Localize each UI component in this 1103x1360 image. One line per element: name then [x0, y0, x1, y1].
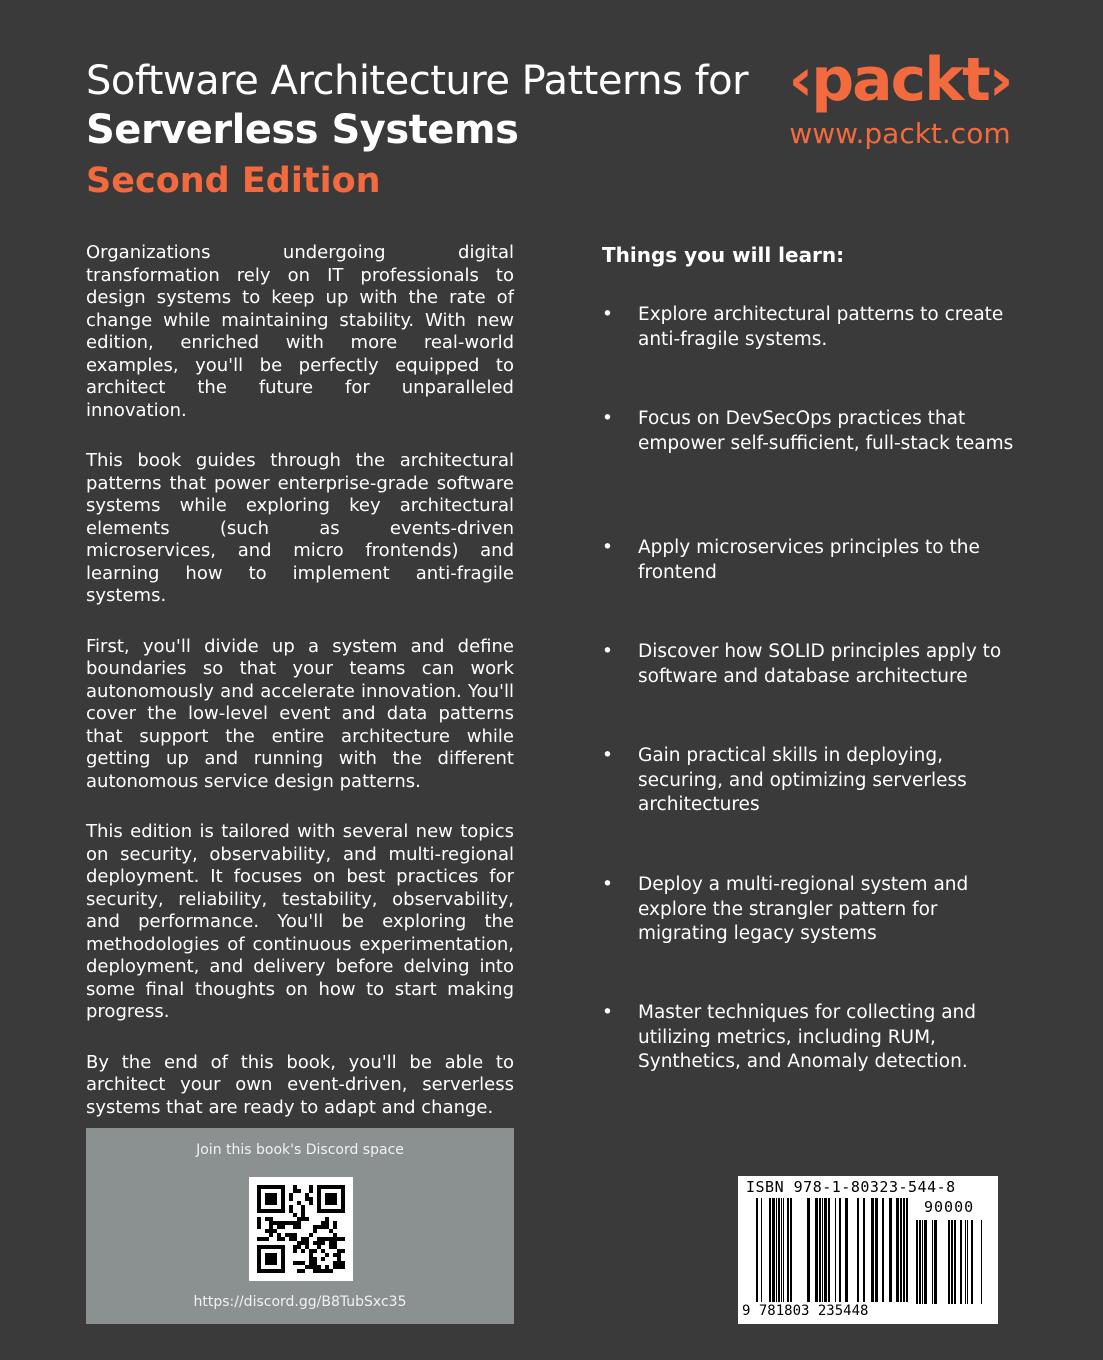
discord-panel: [86, 1128, 514, 1324]
barcode-addon-bars: [916, 1220, 988, 1304]
bullet-icon: •: [602, 304, 613, 325]
book-title-line1: Software Architecture Patterns for: [86, 58, 749, 104]
isbn-barcode: [738, 1176, 998, 1324]
qr-code-icon[interactable]: [249, 1177, 353, 1281]
book-description: [86, 242, 514, 1147]
publisher-website: www.packt.com: [789, 117, 1011, 150]
description-paragraph-2: This book guides through the architectural patterns that power enterprise-grade software systems while exploring key architectural elements (such as events-driven microservices, and micro frontends) and learning how to implement anti-fragile systems.: [86, 450, 514, 606]
qr-code-graphic: [257, 1185, 345, 1273]
packt-logo: ‹packt›: [788, 45, 1012, 115]
isbn-text: ISBN 978-1-80323-544-8: [746, 1178, 956, 1196]
learning-item-text: Focus on DevSecOps practices that empower self-sufficient, full-stack teams: [638, 408, 1014, 454]
description-paragraph-5: By the end of this book, you'll be able to architect your own event-driven, serverless systems that are ready to adapt and change.: [86, 1051, 514, 1118]
discord-link[interactable]: https://discord.gg/B8TubSxc35: [193, 1294, 407, 1310]
discord-label: Join this book's Discord space: [196, 1142, 404, 1158]
ean-digits: 9 781803 235448: [742, 1303, 869, 1319]
learning-item-text: Explore architectural patterns to create anti-fragile systems.: [638, 304, 1004, 350]
price-code: 90000: [924, 1198, 975, 1216]
description-paragraph-1: Organizations undergoing digital transformation rely on IT professionals to design systems to keep up with the rate of change while maintaining stability. With new edition, enriched with more real-world examples, you'll be perfectly equipped to architect the future for unparalleled innovation.: [86, 242, 514, 421]
bullet-icon: •: [602, 408, 613, 429]
barcode-bars: [756, 1198, 914, 1304]
publisher-brand: [780, 44, 1020, 152]
learning-item-text: Gain practical skills in deploying, securing, and optimizing serverless architectures: [638, 745, 967, 815]
learning-heading: Things you will learn:: [602, 243, 845, 267]
title-block: [86, 58, 776, 206]
book-title-line2: Serverless Systems: [86, 107, 519, 153]
description-paragraph-3: First, you'll divide up a system and define boundaries so that your teams can work autonomously and accelerate innovation. You'll cover the low-level event and data patterns that support the entire architecture while getting up and running with the different autonomous service design patterns.: [86, 635, 514, 792]
learning-item-text: Apply microservices principles to the frontend: [638, 537, 980, 583]
bullet-icon: •: [602, 537, 613, 558]
learning-item-text: Deploy a multi-regional system and explore the strangler pattern for migrating legacy systems: [638, 874, 969, 944]
learning-item-text: Discover how SOLID principles apply to software and database architecture: [638, 641, 1002, 687]
bullet-icon: •: [602, 641, 613, 662]
bullet-icon: •: [602, 874, 613, 895]
bullet-icon: •: [602, 745, 613, 766]
description-paragraph-4: This edition is tailored with several new topics on security, observability, and multi-regional deployment. It focuses on best practices for security, reliability, testability, observability, and performance. You'll be exploring the methodologies of continuous experimentation, deployment, and delivery before delving into some final thoughts on how to start making progress.: [86, 821, 514, 1022]
bullet-icon: •: [602, 1002, 613, 1023]
learning-item-text: Master techniques for collecting and utilizing metrics, including RUM, Synthetics, and Anomaly detection.: [638, 1002, 977, 1072]
edition-label: Second Edition: [86, 161, 381, 201]
learning-list: [602, 241, 1032, 1072]
